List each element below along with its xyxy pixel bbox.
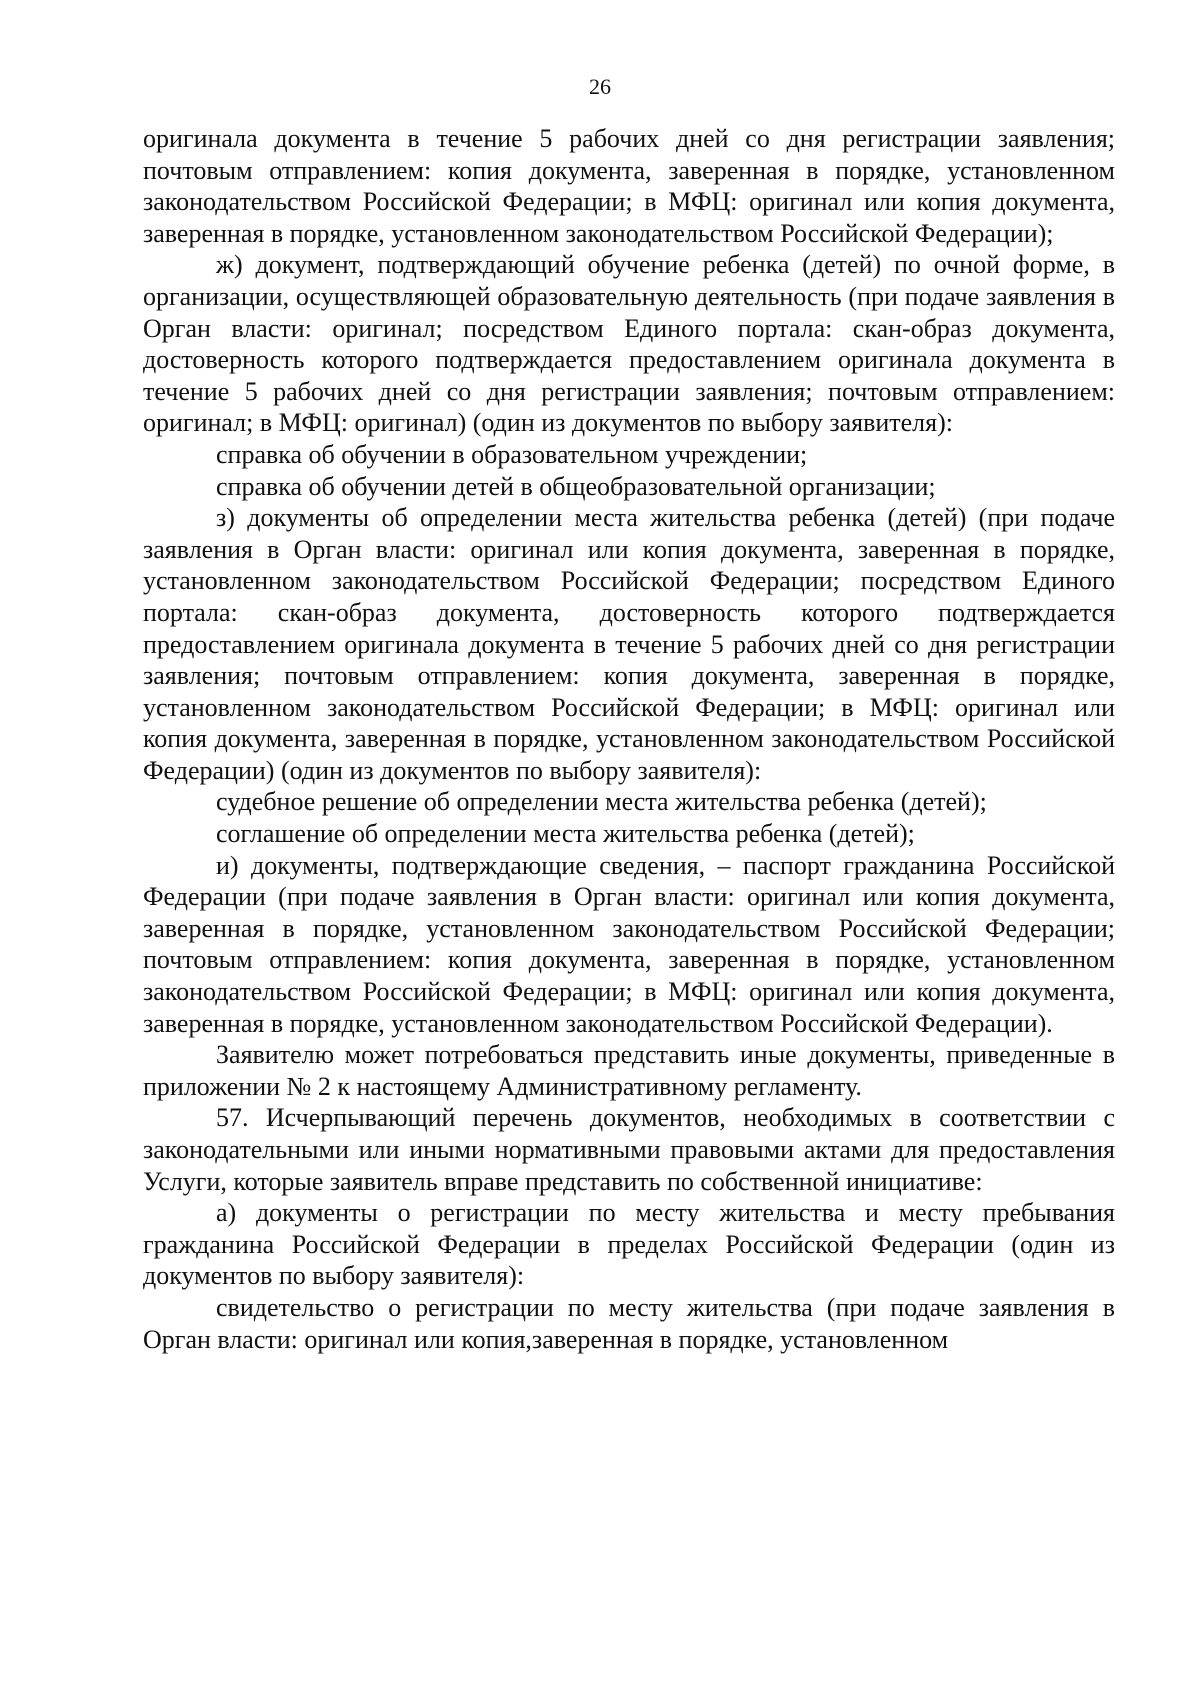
document-body bbox=[143, 123, 1115, 1355]
paragraph: оригинала документа в течение 5 рабочих дней со дня регистрации заявления; почтовым отправлением: копия документа, заверенная в порядке, установленном законодательством Российской Федерации; в МФЦ: оригинал или копия документа, заверенная в порядке, установленном законодательством Российской Федерации); bbox=[143, 124, 1115, 248]
paragraph: ж) документ, подтверждающий обучение ребенка (детей) по очной форме, в организации, осуществляющей образовательную деятельность (при подаче заявления в Орган власти: оригинал; посредством Единого портала: скан-образ документа, достоверность которого подтверждается предоставлением оригинала документа в течение 5 рабочих дней со дня регистрации заявления; почтовым отправлением: оригинал; в МФЦ: оригинал) (один из документов по выбору заявителя): bbox=[143, 250, 1115, 438]
paragraph: а) документы о регистрации по месту жительства и месту пребывания гражданина Российской Федерации в пределах Российской Федерации (один из документов по выбору заявителя): bbox=[143, 1198, 1115, 1291]
page-number: 26 bbox=[589, 74, 611, 99]
paragraph: справка об обучении детей в общеобразовательной организации; bbox=[216, 471, 936, 501]
paragraph: судебное решение об определении места жительства ребенка (детей); bbox=[216, 787, 987, 817]
paragraph: 57. Исчерпывающий перечень документов, необходимых в соответствии с законодательными или иными нормативными правовыми актами для предоставления Услуги, которые заявитель вправе представить по собственной инициативе: bbox=[143, 1103, 1115, 1196]
paragraph: свидетельство о регистрации по месту жительства (при подаче заявления в Орган власти: оригинал или копия,заверенная в порядке, установленном bbox=[143, 1292, 1115, 1354]
paragraph: з) документы об определении места жительства ребенка (детей) (при подаче заявления в Орган власти: оригинал или копия документа, заверенная в порядке, установленном законодательством Российской Федерации; посредством Единого портала: скан-образ документа, достоверность которого подтверждается предоставлением оригинала документа в течение 5 рабочих дней со дня регистрации заявления; почтовым отправлением: копия документа, заверенная в порядке, установленном законодательством Российской Федерации; в МФЦ: оригинал или копия документа, заверенная в порядке, установленном законодательством Российской Федерации) (один из документов по выбору заявителя): bbox=[143, 503, 1115, 785]
paragraph: и) документы, подтверждающие сведения, – паспорт гражданина Российской Федерации (при подаче заявления в Орган власти: оригинал или копия документа, заверенная в порядке, установленном законодательством Российской Федерации; почтовым отправлением: копия документа, заверенная в порядке, установленном законодательством Российской Федерации; в МФЦ: оригинал или копия документа, заверенная в порядке, установленном законодательством Российской Федерации). bbox=[143, 850, 1115, 1038]
paragraph: соглашение об определении места жительства ребенка (детей); bbox=[216, 819, 915, 849]
paragraph: Заявителю может потребоваться представить иные документы, приведенные в приложении № 2 к настоящему Административному регламенту. bbox=[143, 1040, 1115, 1101]
paragraph: справка об обучении в образовательном учреждении; bbox=[216, 439, 808, 469]
